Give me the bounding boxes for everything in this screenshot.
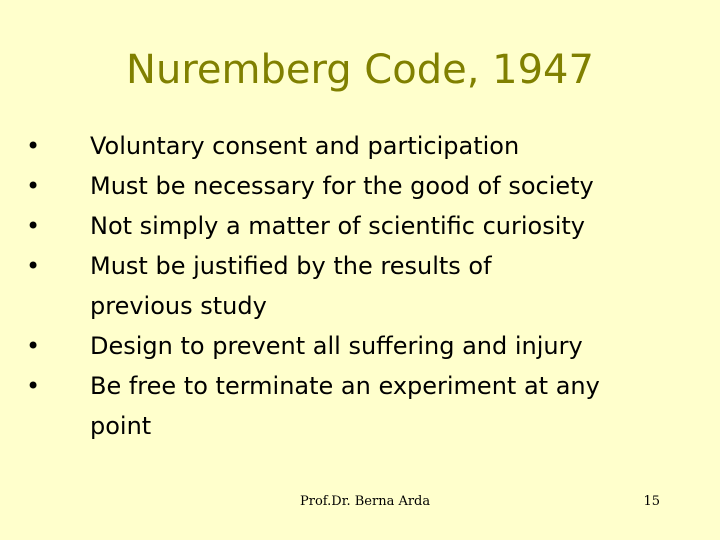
footer-author: Prof.Dr. Berna Arda [300,494,431,509]
list-item [0,126,720,166]
bullet-list [0,126,720,446]
bullet-icon: • [26,132,41,160]
slide-title: Nuremberg Code, 1947 [126,47,594,93]
list-item [0,326,720,366]
bullet-text: Design to prevent all suffering and injury [90,332,583,360]
bullet-icon: • [26,252,41,280]
bullet-text: Must be justified by the results of previous study [90,252,492,320]
bullet-icon: • [26,172,41,200]
bullet-icon: • [26,372,41,400]
bullet-text: Voluntary consent and participation [90,132,520,160]
bullet-icon: • [26,332,41,360]
list-item [0,206,720,246]
bullet-text: Be free to terminate an experiment at any point [90,372,600,440]
bullet-text: Not simply a matter of scientific curiosity [90,212,585,240]
bullet-text: Must be necessary for the good of society [90,172,594,200]
page-number: 15 [643,494,660,509]
list-item [0,166,720,206]
list-item [0,246,720,326]
list-item [0,366,720,446]
bullet-icon: • [26,212,41,240]
